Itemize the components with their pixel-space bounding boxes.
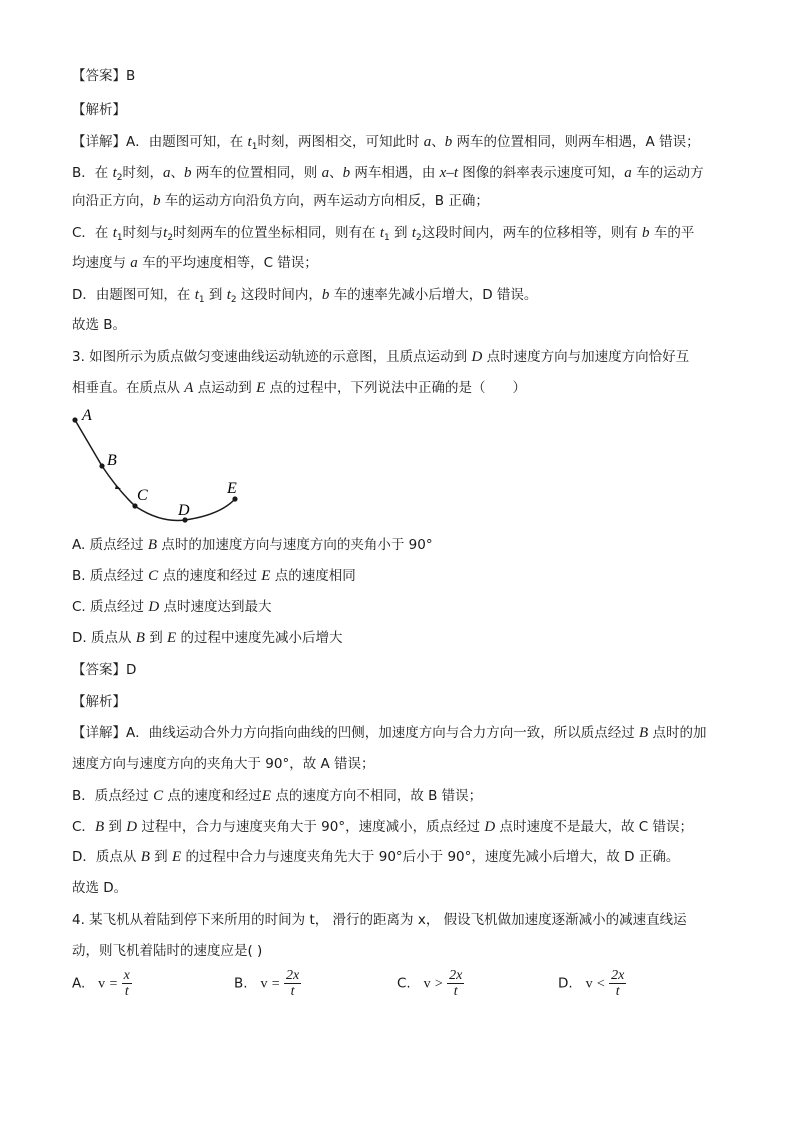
q4-option-b: B. v = $\frac{2x}{t}$ [234,968,300,999]
q4-stem-line2: 动，则飞机着陆时的速度应是( ) [72,943,263,959]
q3-detail-a1: 【详解】A．曲线运动合外力方向指向曲线的凹侧，加速度方向与合力方向一致，所以质点经过 B 点时的加 [72,725,707,741]
q3-option-b: B. 质点经过 C 点的速度和经过 E 点的速度相同 [72,568,356,584]
point-b-dot [99,463,104,468]
q4-option-d: D. v < $\frac{2x}{t}$ [558,968,625,999]
q4-stem-line1: 4. 某飞机从着陆到停下来所用的时间为 t， 滑行的距离为 x， 假设飞机做加速度逐渐减小的减速直线运 [72,912,687,928]
trajectory-diagram [60,405,260,535]
direction-arrow-icon [115,485,121,489]
point-a-dot [72,417,77,422]
q3-option-d: D. 质点从 B 到 E 的过程中速度先减小后增大 [72,630,343,646]
q3-analysis-tag: 【解析】 [72,694,126,710]
q2-detail-c1: C．在 $t_1$时刻与$t_2$时刻两车的位置坐标相同，则有在 $t_1$ 到 $t_2$这段时间内，两车的位移相等，则有 b 车的平 [72,225,695,243]
point-e-dot [232,496,237,501]
q3-option-a: A. 质点经过 B 点时的加速度方向与速度方向的夹角小于 90° [72,537,433,553]
q2-answer-line [72,66,135,86]
q4-option-a: A. v = $\frac{x}{t}$ [72,968,130,999]
answer-tag: 【答案】 [72,68,126,84]
q3-option-c: C. 质点经过 D 点时速度达到最大 [72,599,272,615]
q2-detail-d: D．由题图可知，在 $t_1$ 到 $t_2$ 这段时间内，b 车的速率先减小后增大，D 错误。 [72,287,538,305]
q2-detail-b2: 向沿正方向，b 车的运动方向沿负方向，两车运动方向相反，B 正确； [72,193,489,209]
q3-answer-line: 【答案】D [72,662,137,678]
point-c-dot [132,503,137,508]
detail-tag: 【详解】 [72,134,126,150]
q2-conclusion: 故选 B。 [72,317,127,333]
q3-detail-d: D．质点从 B 到 E 的过程中合力与速度夹角先大于 90°后小于 90°，速度先减小后增大，故 D 正确。 [72,849,680,865]
point-d-label: D [178,502,190,519]
q4-option-c: C. v > $\frac{2x}{t}$ [397,968,463,999]
q3-detail-b: B．质点经过 C 点的速度和经过E 点的速度方向不相同，故 B 错误； [72,788,483,804]
q3-stem-line2: 相垂直。在质点从 A 点运动到 E 点的过程中，下列说法中正确的是（ ） [72,380,527,396]
q2-detail-b1: B．在 $t_2$时刻，a、b 两车的位置相同，则 a、b 两车相遇，由 x–t 图像的斜率表示速度可知，a 车的运动方 [72,165,704,183]
q3-conclusion: 故选 D。 [72,880,128,896]
q2-analysis-tag: 【解析】 [72,102,126,118]
point-a-label: A [82,407,92,424]
q2-detail-a: 【详解】A．由题图可知，在 $t_1$时刻，两图相交，可知此时 a、b 两车的位置相同，则两车相遇，A 错误； [72,134,700,152]
point-e-label: E [227,480,237,497]
point-b-label: B [107,452,117,469]
point-c-label: C [137,487,148,504]
q3-detail-a2: 速度方向与速度方向的夹角大于 90°，故 A 错误； [72,756,375,772]
q3-detail-c: C．B 到 D 过程中，合力与速度夹角大于 90°，速度减小，质点经过 D 点时速度不是最大，故 C 错误； [72,819,694,835]
trajectory-curve [75,420,235,520]
answer-value: B [126,68,136,84]
q2-detail-c2: 均速度与 a 车的平均速度相等，C 错误； [72,255,318,271]
answer-value: D [126,662,137,678]
q3-stem-line1: 3. 如图所示为质点做匀变速曲线运动轨迹的示意图，且质点运动到 D 点时速度方向与加速度方向恰好互 [72,349,690,365]
